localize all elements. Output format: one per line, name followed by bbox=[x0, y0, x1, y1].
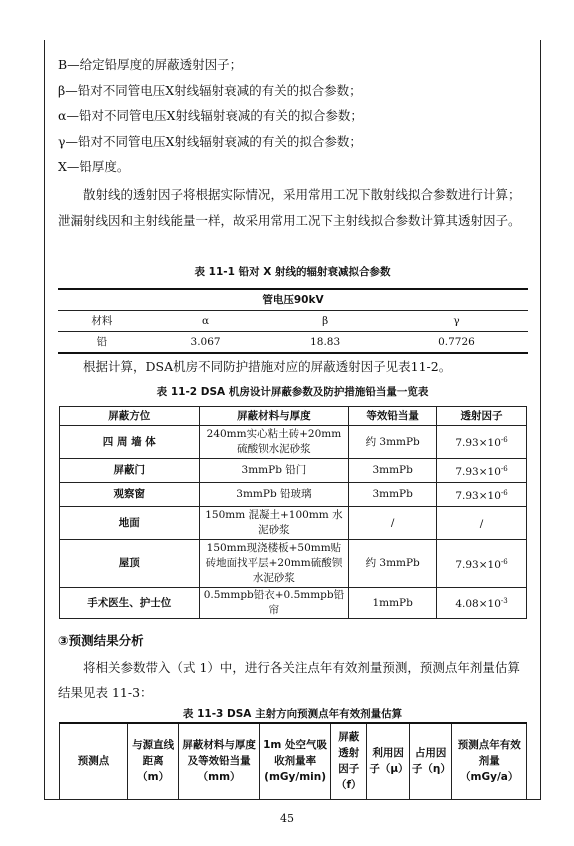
definition-beta: β—铅对不同管电压X射线辐射衰减的有关的拟合参数； bbox=[58, 83, 362, 98]
table3-header: 屏蔽材料与厚度及等效铅当量（mm） bbox=[179, 723, 260, 799]
table1-cell: 0.7726 bbox=[385, 332, 528, 354]
table3-caption: 表 11-3 DSA 主射方向预测点年有效剂量估算 bbox=[182, 708, 403, 720]
table1-cell: 铅 bbox=[58, 332, 146, 354]
table2-caption: 表 11-2 DSA 机房设计屏蔽参数及防护措施铅当量一览表 bbox=[156, 386, 429, 398]
table1-col: α bbox=[146, 311, 266, 332]
table-cell-factor: $7.93\times 10^{-6}$ bbox=[437, 483, 527, 507]
table2-header: 等效铅当量 bbox=[349, 407, 437, 426]
definition-gamma: γ—铅对不同管电压X射线辐射衰减的有关的拟合参数； bbox=[58, 134, 362, 149]
definition-alpha: α—铅对不同管电压X射线辐射衰减的有关的拟合参数； bbox=[58, 108, 363, 123]
table-cell-equiv: 1mmPb bbox=[349, 588, 437, 619]
table1-header: 管电压90kV bbox=[58, 289, 528, 311]
scatter-paragraph: 散射线的透射因子将根据实际情况，采用常用工况下散射线拟合参数进行计算；泄漏射线因和主射线能量一样，故采用常用工况下主射线拟合参数计算其透射因子。 bbox=[58, 187, 521, 228]
table-row-label: 四 周 墙 体 bbox=[60, 426, 200, 459]
table-cell-factor: $7.93\times 10^{-6}$ bbox=[437, 426, 527, 459]
table2-header: 屏蔽材料与厚度 bbox=[199, 407, 349, 426]
table-cell-factor: $7.93\times 10^{-6}$ bbox=[437, 540, 527, 588]
table1-cell: 18.83 bbox=[265, 332, 385, 354]
definition-x: X—铅厚度。 bbox=[58, 159, 130, 174]
table-cell-material: 0.5mmpb铅衣+0.5mmpb铅帘 bbox=[199, 588, 349, 619]
section-heading: ③预测结果分析 bbox=[58, 633, 144, 648]
table-row-label: 观察窗 bbox=[60, 483, 200, 507]
table-cell-factor: $4.08\times 10^{-3}$ bbox=[437, 588, 527, 619]
table-cell-material: 240mm实心粘土砖+20mm硫酸钡水泥砂浆 bbox=[199, 426, 349, 459]
table1-col: β bbox=[265, 311, 385, 332]
table3-header: 占用因子（η） bbox=[409, 723, 452, 799]
dose-table bbox=[59, 722, 527, 800]
table-cell-material: 150mm 混凝土+100mm 水泥砂浆 bbox=[199, 507, 349, 540]
table3-header: 1m 处空气吸收剂量率(mGy/min) bbox=[260, 723, 331, 799]
shielding-table bbox=[59, 406, 527, 619]
calc-paragraph: 根据计算，DSA机房不同防护措施对应的屏蔽透射因子见表11-2。 bbox=[83, 359, 452, 374]
table3-header: 与源直线距离（m） bbox=[128, 723, 179, 799]
table2-header: 透射因子 bbox=[437, 407, 527, 426]
prediction-paragraph: 将相关参数带入（式 1）中，进行各关注点年有效剂量预测，预测点年剂量估算结果见表 11-3： bbox=[58, 660, 520, 700]
table3-header: 预测点 bbox=[60, 723, 128, 799]
table-cell-material: 3mmPb 铅门 bbox=[199, 459, 349, 483]
table-cell-equiv: 约 3mmPb bbox=[349, 540, 437, 588]
table-row-label: 屏蔽门 bbox=[60, 459, 200, 483]
table-row-label: 屋顶 bbox=[60, 540, 200, 588]
page-number: 45 bbox=[280, 812, 294, 825]
table3-header: 利用因子（μ） bbox=[367, 723, 410, 799]
table-row-label: 地面 bbox=[60, 507, 200, 540]
table-cell-equiv: 3mmPb bbox=[349, 483, 437, 507]
table-cell-equiv: / bbox=[349, 507, 437, 540]
table-row-label: 手术医生、护士位 bbox=[60, 588, 200, 619]
table3-header: 屏蔽透射因子（f） bbox=[331, 723, 367, 799]
table-cell-factor: / bbox=[437, 507, 527, 540]
table1-col: γ bbox=[385, 311, 528, 332]
table-cell-material: 3mmPb 铅玻璃 bbox=[199, 483, 349, 507]
table3-header: 预测点年有效剂量（mGy/a） bbox=[452, 723, 527, 799]
table1-col: 材料 bbox=[58, 311, 146, 332]
table1-caption: 表 11-1 铅对 X 射线的辐射衰减拟合参数 bbox=[194, 266, 391, 278]
definition-b: B—给定铅厚度的屏蔽透射因子； bbox=[58, 57, 243, 72]
table-cell-factor: $7.93\times 10^{-6}$ bbox=[437, 459, 527, 483]
table2-header: 屏蔽方位 bbox=[60, 407, 200, 426]
table-cell-equiv: 3mmPb bbox=[349, 459, 437, 483]
attenuation-table bbox=[58, 288, 528, 354]
table1-cell: 3.067 bbox=[146, 332, 266, 354]
table-cell-material: 150mm现浇楼板+50mm贴砖地面找平层+20mm硫酸钡水泥砂浆 bbox=[199, 540, 349, 588]
table-cell-equiv: 约 3mmPb bbox=[349, 426, 437, 459]
